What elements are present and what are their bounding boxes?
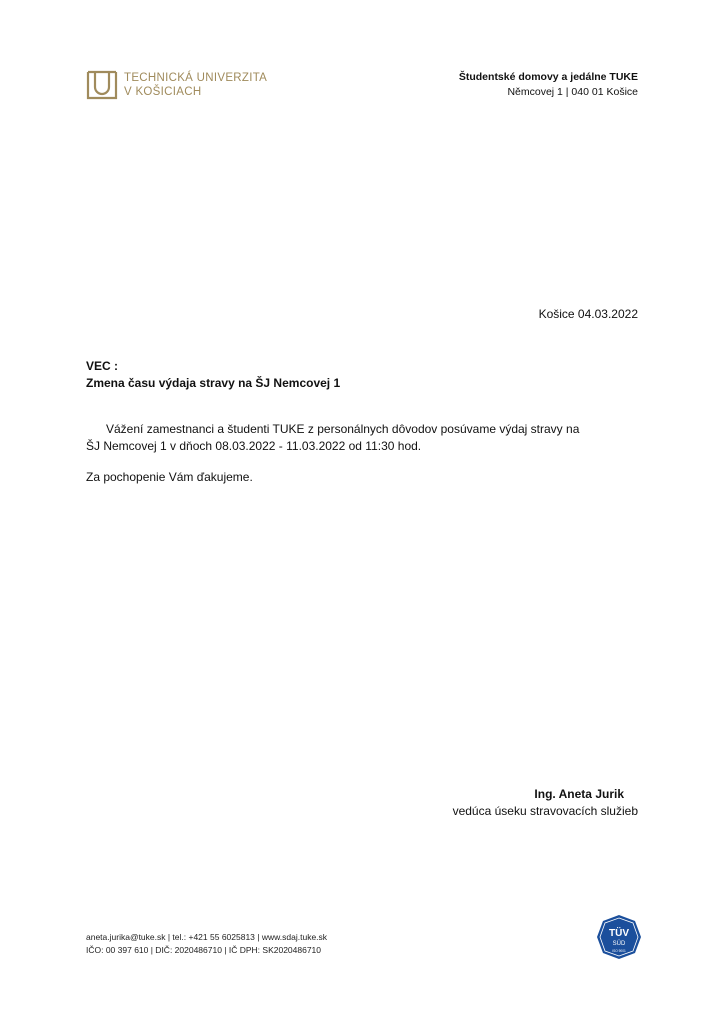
signature-block [453,786,638,820]
badge-bottom-text: SÜD [612,941,626,947]
footer-contact [86,931,327,957]
footer-line-2: IČO: 00 397 610 | DIČ: 2020486710 | IČ DPH: SK2020486710 [86,945,322,955]
university-name [124,71,267,99]
university-name-line1: TECHNICKÁ UNIVERZITA [124,72,268,84]
subject-label: VEC : [86,359,119,373]
tuv-certification-badge [596,914,642,965]
badge-top-text: TÜV [609,928,629,939]
signatory-title: vedúca úseku stravovacích služieb [452,804,638,818]
footer-line-1: aneta.jurika@tuke.sk | tel.: +421 55 6025813 | www.sdaj.tuke.sk [86,932,328,942]
body-line-1: Vážení zamestnanci a študenti TUKE z personálnych dôvodov posúvame výdaj stravy na [106,422,580,436]
subject-text: Zmena času výdaja stravy na ŠJ Nemcovej 1 [86,376,341,390]
signatory-name: Ing. Aneta Jurik [534,787,624,801]
body-paragraph [86,421,626,455]
tuke-logo-icon [86,69,118,101]
sender-block [459,70,638,100]
badge-small-text: ISO 9001 [612,949,626,953]
university-name-line2: V KOŠICIACH [124,86,202,98]
subject-block [86,358,340,392]
closing-paragraph: Za pochopenie Vám ďakujeme. [86,470,253,484]
body-line-2: ŠJ Nemcovej 1 v dňoch 08.03.2022 - 11.03.2022 od 11:30 hod. [86,439,422,453]
sender-address: Němcovej 1 | 040 01 Košice [507,86,638,98]
letter-date: Košice 04.03.2022 [538,307,638,321]
tuv-badge-icon [596,914,642,960]
university-logo [86,66,286,106]
sender-name: Študentské domovy a jedálne TUKE [458,71,638,83]
